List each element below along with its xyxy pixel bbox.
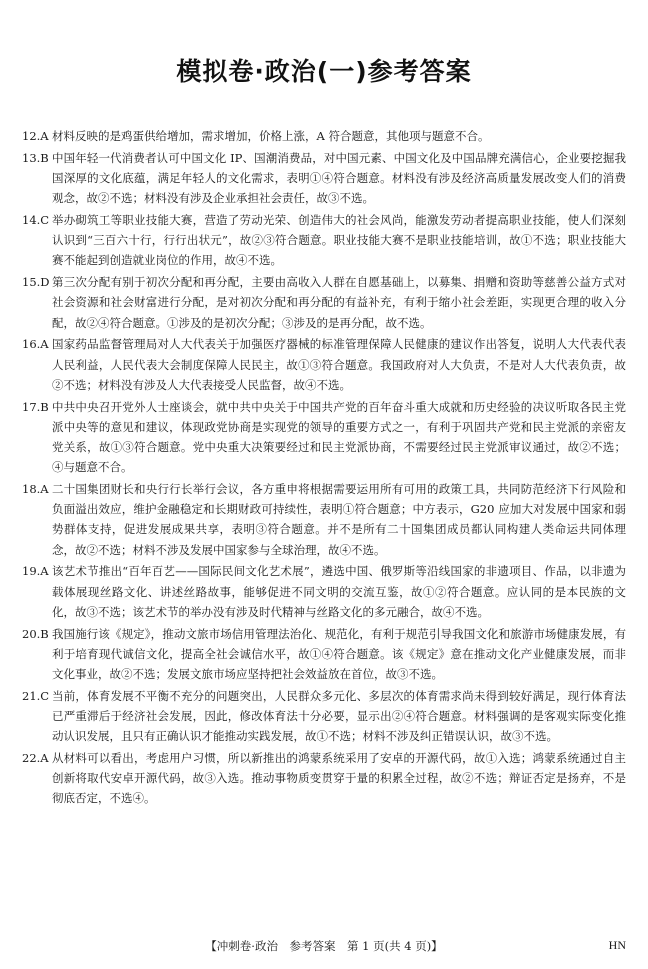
answer-explanation: 我国施行该《规定》，推动文旅市场信用管理法治化、规范化，有利于规范引导我国文化和旅游市场健康发展，有利于培育现代诚信文化，提高全社会诚信水平，故①④符合题意。该《规定》意在推动文化产业健康发展，而非文化事业，故②不选；发展文旅市场应坚持把社会效益放在首位，故③不选。 bbox=[52, 626, 626, 682]
footer-page-info: 【冲刺卷·政治 参考答案 第 1 页(共 4 页)】 bbox=[205, 939, 443, 953]
answer-explanation: 第三次分配有别于初次分配和再分配，主要由高收入人群在自愿基础上，以募集、捐赠和资助等慈善公益方式对社会资源和社会财富进行分配，是对初次分配和再分配的有益补充，有利于缩小社会差距，实现更合理的收入分配，故②④符合题意。①涉及的是初次分配；③涉及的是再分配，故不选。 bbox=[52, 275, 626, 330]
answer-number: 18.A bbox=[22, 482, 49, 497]
answer-item bbox=[22, 397, 626, 478]
answer-item bbox=[22, 748, 626, 809]
answer-item bbox=[22, 272, 626, 333]
answer-explanation: 材料反映的是鸡蛋供给增加，需求增加，价格上涨，A 符合题意，其他项与题意不合。 bbox=[52, 129, 490, 143]
answer-number: 17.B bbox=[22, 399, 49, 414]
answer-item bbox=[22, 210, 626, 271]
answer-explanation: 二十国集团财长和央行行长举行会议，各方重申将根据需要运用所有可用的政策工具，共同防范经济下行风险和负面溢出效应，维护金融稳定和长期财政可持续性，表明①符合题意；中方表示，G20 应加大对发展中国家和弱势群体支持，促进发展成果共享，表明③符合题意。并不是所有二十国集团成员都认同构建人类命运共同体理念，故②不选；材料不涉及发展中国家参与全球治理，故④不选。 bbox=[52, 482, 626, 557]
answer-explanation: 该艺术节推出“百年百艺——国际民间文化艺术展”，遴选中国、俄罗斯等沿线国家的非遗项目、作品，以非遗为载体展现丝路文化、讲述丝路故事，能够促进不同文明的交流互鉴，故①②符合题意。应认同的是本民族的文化，故③不选；该艺术节的举办没有涉及时代精神与丝路文化的多元融合，故④不选。 bbox=[52, 564, 626, 619]
answer-number: 15.D bbox=[22, 275, 50, 290]
answer-number: 14.C bbox=[22, 213, 50, 227]
answer-number: 20.B bbox=[22, 626, 49, 641]
answer-item bbox=[22, 479, 626, 560]
answer-number: 19.A bbox=[22, 564, 49, 579]
answer-list bbox=[22, 126, 626, 810]
answer-item bbox=[22, 686, 626, 747]
answer-number: 13.B bbox=[22, 150, 49, 165]
answer-explanation: 举办砌筑工等职业技能大赛，营造了劳动光荣、创造伟大的社会风尚，能激发劳动者提高职业技能，使人们深刻认识到“三百六十行，行行出状元”，故②③符合题意。职业技能大赛不是职业技能培训，故①不选；职业技能大赛不能起到创造就业岗位的作用，故④不选。 bbox=[52, 213, 626, 268]
answer-explanation: 中国年轻一代消费者认可中国文化 IP、国潮消费品，对中国元素、中国文化及中国品牌充满信心，企业要挖掘我国深厚的文化底蕴，满足年轻人的文化需求，表明①④符合题意。材料没有涉及经济高质量发展改变人们的消费观念，故②不选；材料没有涉及企业承担社会责任，故③不选。 bbox=[52, 150, 626, 206]
answer-number: 21.C bbox=[22, 688, 50, 703]
answer-item bbox=[22, 148, 626, 209]
footer-region-code: HN bbox=[608, 938, 626, 952]
answer-explanation: 从材料可以看出，考虑用户习惯，所以新推出的鸿蒙系统采用了安卓的开源代码，故①入选；鸿蒙系统通过自主创新将取代安卓开源代码，故③入选。推动事物质变贯穿于量的积累全过程，故②不选；辩证否定是扬弃，不是彻底否定，不选④。 bbox=[52, 751, 626, 806]
answer-number: 22.A bbox=[22, 751, 49, 766]
answer-number: 12.A bbox=[22, 129, 49, 143]
answer-explanation: 中共中央召开党外人士座谈会，就中共中央关于中国共产党的百年奋斗重大成就和历史经验的决议听取各民主党派中央等的意见和建议，体现政党协商是实现党的领导的重要方式之一，有利于巩固共产党和民主党派的亲密友党关系，故①③符合题意。党中央重大决策要经过和民主党派协商，不需要经过民主党派审议通过，故②不选；④与题意不合。 bbox=[52, 399, 626, 475]
answer-explanation: 当前，体育发展不平衡不充分的问题突出，人民群众多元化、多层次的体育需求尚未得到较好满足，现行体育法已严重滞后于经济社会发展，因此，修改体育法十分必要，显示出②④符合题意。材料强调的是客观实际变化推动认识发展，且只有正确认识才能推动实践发展，故①不选；材料不涉及纠正错误认识，故③不选。 bbox=[52, 688, 626, 744]
answer-item bbox=[22, 334, 626, 395]
answer-item bbox=[22, 624, 626, 685]
page-footer bbox=[0, 938, 648, 956]
page-title: 模拟卷·政治(一)参考答案 bbox=[176, 57, 472, 86]
answer-item bbox=[22, 561, 626, 622]
answer-explanation: 国家药品监督管理局对人大代表关于加强医疗器械的标准管理保障人民健康的建议作出答复，说明人大代表代表人民利益，人民代表大会制度保障人民民主，故①③符合题意。我国政府对人大负责，不是对人大代表负责，故②不选；材料没有涉及人大代表接受人民监督，故④不选。 bbox=[52, 337, 626, 392]
answer-item bbox=[22, 126, 626, 146]
answer-number: 16.A bbox=[22, 337, 49, 352]
